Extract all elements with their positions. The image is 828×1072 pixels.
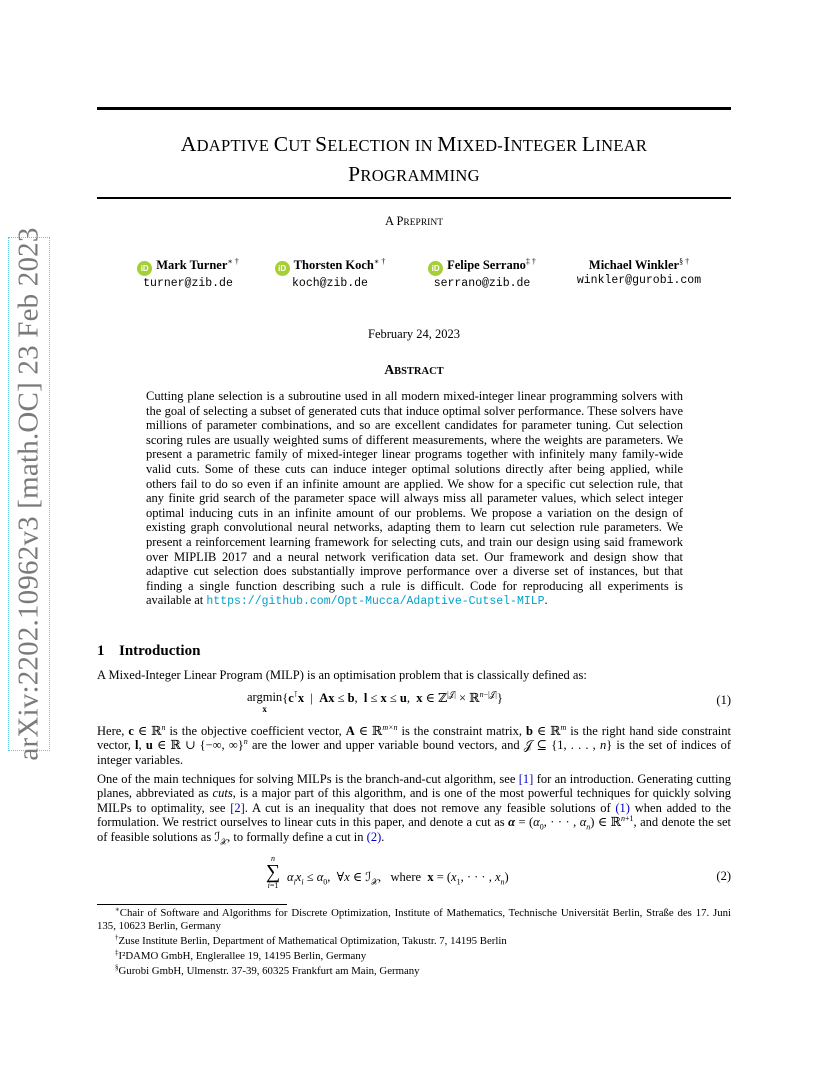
orcid-icon[interactable]: iD	[275, 261, 290, 276]
preprint-label: A PREPRINT	[384, 214, 443, 228]
equation-2: n ∑ i=1 $\alpha_ix_i \le \alpha_0$, ∀x ∈ ℐ$_𝒳$, where $x = (x_1$, · · · , $x_n$) (2)	[265, 854, 731, 890]
paragraph-1: A Mixed-Integer Linear Program (MILP) is an optimisation problem that is classically defined as:	[97, 668, 587, 682]
equation-1: argmin $^x${c⊺x | Ax ≤ b, l ≤ x ≤ u, x ∈ ℤ$^{|𝒥|}$ × ℝ$^{n-|𝒥|}$} (1)	[247, 689, 731, 714]
footnote-3: ‡I²DAMO GmbH, Englerallee 19, 14195 Berlin, Germany	[115, 948, 367, 962]
code-link[interactable]: https://github.com/Opt-Mucca/Adaptive-Cutsel-MILP	[206, 595, 545, 609]
author-1: iD Mark Turner∗ † turner@zib.de	[103, 258, 273, 290]
author-email[interactable]: serrano@zib.de	[433, 277, 531, 290]
section-heading: 1 Introduction	[97, 643, 201, 659]
author-2: iD Thorsten Koch∗ † koch@zib.de	[245, 258, 415, 290]
paper-date: February 24, 2023	[368, 327, 460, 341]
paragraph-2: Here, c ∈ ℝ$^n$ is the objective coefficient vector, A ∈ ℝ$^{m\times n}$ is the constraint matrix, b ∈ ℝ$^m$ is the right hand side constraint vector, l, u ∈ ℝ ∪ {−∞, ∞}$^n$ are the lower and upper variable bound vectors, and 𝒥 ⊆ {1, . . . , n} is the set of indices of integer variables.	[97, 722, 731, 767]
author-4: Michael Winkler§ † winkler@gurobi.com	[554, 258, 724, 287]
equation-link[interactable]: (2)	[366, 829, 382, 844]
footnote-1: ∗Chair of Software and Algorithms for Discrete Optimization, Institute of Mathematics, Technische Universität Berlin, Straße des 17. Juni 135, 10623 Berlin, Germany	[97, 905, 731, 932]
author-3: iD Felipe Serrano‡ † serrano@zib.de	[397, 258, 567, 290]
equation-link[interactable]: (1)	[615, 800, 630, 815]
arxiv-stamp: arXiv:2202.10962v3 [math.OC] 23 Feb 2023	[12, 227, 45, 761]
orcid-icon[interactable]: iD	[137, 261, 152, 276]
abstract-body: Cutting plane selection is a subroutine used in all modern mixed-integer linear programming solvers with the goal of selecting a subset of generated cuts that induce optimal solver performance. These solvers have millions of parameter combinations, and so are excellent candidates for parameter tuning. Cut selection scoring rules are usually weighted sums of different measurements, where the weights are parameters. We present a parametric family of mixed-integer linear programs together with infinitely many family-wide valid cuts. Some of these cuts can induce integer optimal solutions directly after being applied, while others fail to do so even if an infinite amount are applied. We show for a specific cut selection rule, that any finite grid search of the parameter space will always miss all parameter values, which select integer optimal inducing cuts in an infinite amount of our problems. We propose a variation on the design of existing graph convolutional neural networks, adapting them to learn cut selection rule parameters. We present a reinforcement learning framework for selecting cuts, and train our design using said framework over MIPLIB 2017 and a neural network verification data set. Our framework and design show that adaptive cut selection does substantially improve performance over a diverse set of instances, but that finding a single function describing such a rule is difficult. Code for reproducing all experiments is available at https://github.com/Opt-Mucca/Adaptive-Cutsel-MILP.	[146, 389, 683, 609]
arxiv-stamp-box	[8, 227, 50, 761]
footnote-rule	[97, 904, 287, 905]
citation-link[interactable]: [2]	[230, 800, 245, 815]
equation-number: (1)	[716, 693, 731, 707]
author-email[interactable]: winkler@gurobi.com	[576, 274, 702, 287]
author-email[interactable]: turner@zib.de	[143, 277, 233, 290]
author-email[interactable]: koch@zib.de	[292, 277, 368, 290]
title-bottom-rule	[97, 197, 731, 199]
orcid-icon[interactable]: iD	[428, 261, 443, 276]
paragraph-3: One of the main techniques for solving MILPs is the branch-and-cut algorithm, see [1] for an introduction. Generating cutting planes, abbreviated as cuts, is a major part of this algorithm, and is one of the most powerful techniques for quickly solving MILPs to optimality, see [2]. A cut is an inequality that does not remove any feasible solutions of (1) when added to the formulation. We restrict ourselves to linear cuts in this paper, and denote a cut as $\alpha = (\alpha_0$, · · · , $\alpha_n$) ∈ ℝ$^{n+1}$, and denote the set of feasible solutions as ℐ$_𝒳$, to formally define a cut in (2).	[97, 772, 731, 847]
equation-number: (2)	[716, 869, 731, 883]
citation-link[interactable]: [1]	[518, 772, 534, 786]
title-top-rule	[97, 107, 731, 110]
abstract-heading: ABSTRACT	[384, 362, 444, 377]
footnote-2: †Zuse Institute Berlin, Department of Mathematical Optimization, Takustr. 7, 14195 Berlin	[115, 933, 507, 947]
footnote-4: §Gurobi GmbH, Ulmenstr. 37-39, 60325 Frankfurt am Main, Germany	[115, 963, 420, 977]
paper-title: ADAPTIVE CUT SELECTION IN MIXED-INTEGER LINEAR PROGRAMMING	[180, 132, 648, 186]
